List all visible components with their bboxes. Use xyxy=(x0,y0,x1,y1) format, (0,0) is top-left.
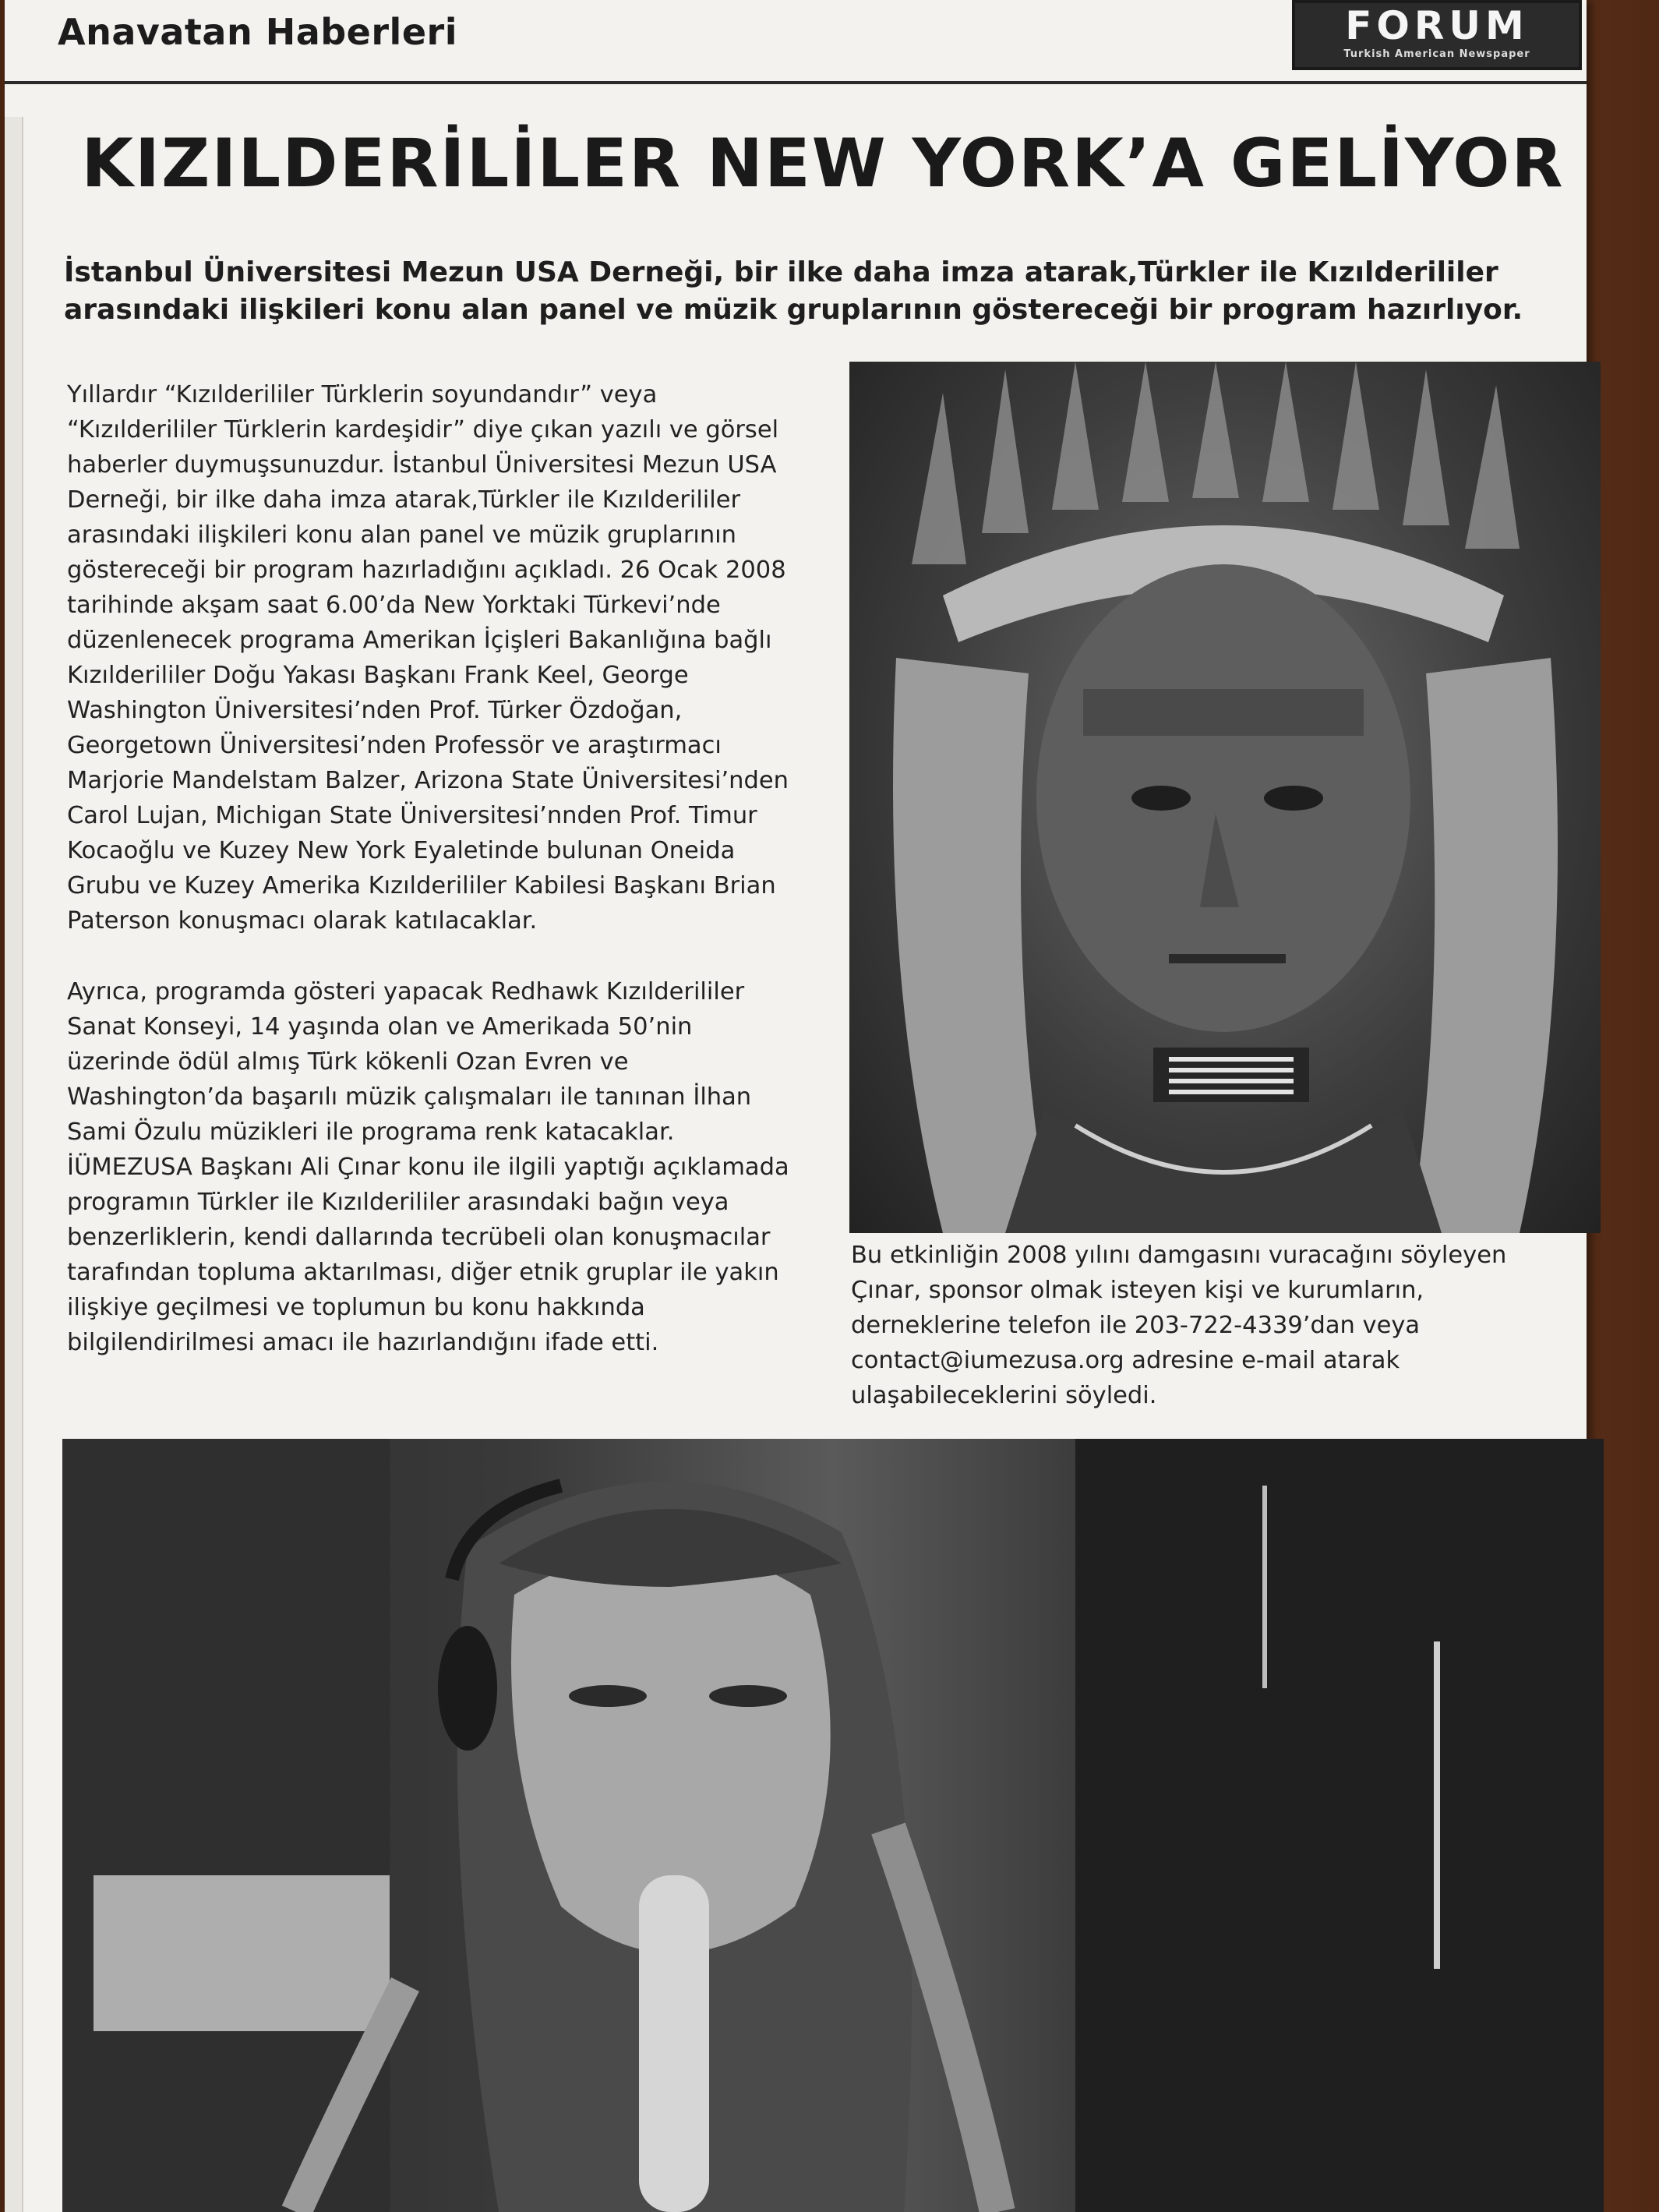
article-lead: İstanbul Üniversitesi Mezun USA Derneği, bir ilke daha imza atarak,Türkler ile Kızılderililer arasındaki ilişkileri konu alan panel ve müzik gruplarının göstereceği bir program hazırlıyor. xyxy=(64,256,1523,326)
girl-flute-illustration xyxy=(62,1439,1604,2212)
logo-wordmark: FORUM xyxy=(1345,3,1529,48)
article-headline: KIZILDERİLİLER NEW YORK’A GELİYOR xyxy=(81,125,1565,203)
header-rule xyxy=(5,81,1587,84)
newspaper-logo xyxy=(1292,0,1582,70)
article-body-column xyxy=(67,377,799,1396)
chief-portrait-illustration xyxy=(849,362,1601,1233)
paper-fold-edge xyxy=(5,117,23,2212)
article-paragraph-2: Ayrıca, programda gösteri yapacak Redhawk Kızılderililer Sanat Konseyi, 14 yaşında olan ve Amerikada 50’nin üzerinde ödül almış Türk kökenli Ozan Evren ve Washington’da başarılı müzik çalışmaları ile tanınan İlhan Sami Özulu müzikleri ile programa renk katacaklar. İÜMEZUSA Başkanı Ali Çınar konu ile ilgili yaptığı açıklamada programın Türkler ile Kızılderililer arasındaki bağın veya benzerliklerin, kendi dallarında tecrübeli olan konuşmacılar tarafından topluma aktarılması, diğer etnik gruplar ile yakın ilişkiye geçilmesi ve toplumun bu konu hakkında bilgilendirilmesi amacı ile hazırlandığını ifade etti. xyxy=(67,978,789,1356)
newspaper-page xyxy=(5,0,1587,2212)
article-closing-text: Bu etkinliğin 2008 yılını damgasını vuracağını söyleyen Çınar, sponsor olmak isteyen kişi ve kurumların, derneklerine telefon ile 203-722-4339’dan veya contact@iumezusa.org adresine e-mail atarak ulaşabileceklerini söyledi. xyxy=(851,1242,1507,1409)
native-chief-photo xyxy=(849,362,1601,1233)
section-title: Anavatan Haberleri xyxy=(58,11,457,53)
girl-flute-photo xyxy=(62,1439,1604,2212)
logo-tagline: Turkish American Newspaper xyxy=(1343,48,1530,60)
article-paragraph-1: Yıllardır “Kızılderililer Türklerin soyundandır” veya “Kızılderililer Türklerin kardeşidir” diye çıkan yazılı ve görsel haberler duymuşsunuzdur. İstanbul Üniversitesi Mezun USA Derneği, bir ilke daha imza atarak,Türkler ile Kızılderililer arasındaki ilişkileri konu alan panel ve müzik gruplarının göstereceği bir program hazırladığını açıkladı. 26 Ocak 2008 tarihinde akşam saat 6.00’da New Yorktaki Türkevi’nde düzenlenecek programa Amerikan İçişleri Bakanlığına bağlı Kızılderililer Doğu Yakası Başkanı Frank Keel, George Washington Üniversitesi’nden Prof. Türker Özdoğan, Georgetown Üniversitesi’nden Professör ve araştırmacı Marjorie Mandelstam Balzer, Arizona State Üniversitesi’nden Carol Lujan, Michigan State Üniversitesi’nnden Prof. Timur Kocaoğlu ve Kuzey New York Eyaletinde bulunan Oneida Grubu ve Kuzey Amerika Kızılderililer Kabilesi Başkanı Brian Paterson konuşmacı olarak katılacaklar. xyxy=(67,381,789,935)
